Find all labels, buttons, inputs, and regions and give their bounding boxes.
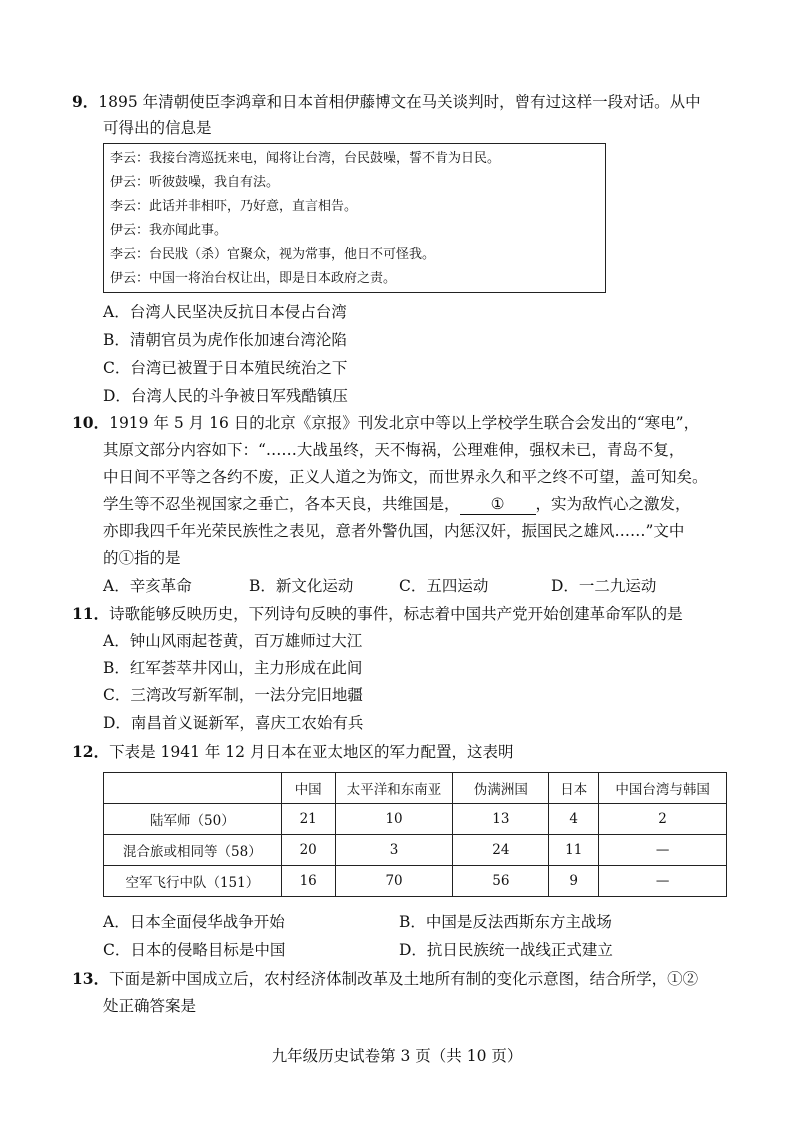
q10-option-c[interactable]: C．五四运动 bbox=[399, 577, 489, 595]
q12-option-d[interactable]: D．抗日民族统一战线正式建立 bbox=[399, 941, 613, 959]
q9-dialog-line: 伊云：中国一将治台权让出，即是日本政府之责。 bbox=[110, 271, 397, 286]
q12-option-c[interactable]: C．日本的侵略目标是中国 bbox=[103, 941, 286, 959]
table-cell: 13 bbox=[453, 804, 549, 835]
q11-number: 11． bbox=[72, 604, 110, 623]
q13-text: 下面是新中国成立后，农村经济体制改革及土地所有制的变化示意图，结合所学，①② bbox=[109, 970, 699, 988]
q10-option-a[interactable]: A．辛亥革命 bbox=[103, 577, 192, 595]
q12-stem-line bbox=[72, 742, 513, 762]
q10-line2: 其原文部分内容如下：“……大战虽终，天不悔祸，公理难伸，强权未已，青岛不复， bbox=[103, 441, 685, 459]
q9-stem-text: 1895 年清朝使臣李鸿章和日本首相伊藤博文在马关谈判时，曾有过这样一段对话。从中 bbox=[98, 93, 701, 111]
q11-stem: 诗歌能够反映历史，下列诗句反映的事件，标志着中国共产党开始创建革命军队的是 bbox=[109, 605, 683, 623]
table-cell: 10 bbox=[335, 804, 453, 835]
table-cell: 20 bbox=[281, 835, 335, 866]
q10-line4-b: ，实为敌忾心之激发， bbox=[535, 495, 691, 513]
q10-line3: 中日间不平等之各约不废，正义人道之为饰文，而世界永久和平之终不可望，盖可知矣。 bbox=[103, 468, 708, 486]
table-cell: 陆军师（50） bbox=[104, 804, 282, 835]
table-cell: 混合旅或相同等（58） bbox=[104, 835, 282, 866]
table-cell: — bbox=[599, 835, 727, 866]
page-footer: 九年级历史试卷第 3 页（共 10 页） bbox=[271, 1047, 523, 1065]
q10-text: 1919 年 5 月 16 日的北京《京报》刊发北京中等以上学校学生联合会发出的“寒电”， bbox=[109, 414, 700, 432]
q10-line6: 的①指的是 bbox=[103, 549, 181, 567]
table-cell: 4 bbox=[549, 804, 599, 835]
table-header bbox=[104, 773, 282, 804]
q9-dialog-line: 李云：我接台湾巡抚来电，闻将让台湾，台民鼓噪，誓不肯为日民。 bbox=[110, 151, 501, 166]
table-header: 日本 bbox=[549, 773, 599, 804]
q9-dialog-line: 伊云：我亦闻此事。 bbox=[110, 223, 228, 238]
q9-option-b[interactable]: B．清朝官员为虎作伥加速台湾沦陷 bbox=[103, 331, 347, 349]
table-cell: 21 bbox=[281, 804, 335, 835]
q9-dialog-box bbox=[103, 143, 606, 293]
q10-number: 10． bbox=[72, 413, 110, 432]
q12-force-table bbox=[103, 772, 727, 897]
table-cell: 2 bbox=[599, 804, 727, 835]
q11-option-d[interactable]: D．南昌首义诞新军，喜庆工农始有兵 bbox=[103, 714, 364, 732]
q9-stem-line2: 可得出的信息是 bbox=[103, 119, 212, 137]
q11-option-b[interactable]: B．红军荟萃井冈山，主力形成在此间 bbox=[103, 659, 363, 677]
q12-number: 12． bbox=[72, 742, 110, 761]
table-header: 中国 bbox=[281, 773, 335, 804]
q9-option-d[interactable]: D．台湾人民的斗争被日军残酷镇压 bbox=[103, 387, 348, 405]
table-cell: 空军飞行中队（151） bbox=[104, 866, 282, 897]
table-header: 伪满洲国 bbox=[453, 773, 549, 804]
q13-line1 bbox=[72, 969, 698, 989]
q10-line5: 亦即我四千年光荣民族性之表见，意者外警仇国，内惩汉奸，振国民之雄风……”文中 bbox=[103, 522, 685, 540]
q10-line4 bbox=[103, 494, 691, 515]
q12-option-a[interactable]: A．日本全面侵华战争开始 bbox=[103, 913, 285, 931]
q10-line1 bbox=[72, 413, 699, 433]
q9-dialog-line: 伊云：听彼鼓噪，我自有法。 bbox=[110, 175, 280, 190]
table-cell: 56 bbox=[453, 866, 549, 897]
q9-dialog-line: 李云：此话并非相吓，乃好意，直言相告。 bbox=[110, 199, 358, 214]
table-row bbox=[104, 866, 727, 897]
q9-option-a[interactable]: A．台湾人民坚决反抗日本侵占台湾 bbox=[103, 303, 347, 321]
table-cell: 16 bbox=[281, 866, 335, 897]
q12-stem: 下表是 1941 年 12 月日本在亚太地区的军力配置，这表明 bbox=[109, 743, 514, 761]
q11-stem-line bbox=[72, 604, 683, 624]
q13-number: 13． bbox=[72, 969, 110, 988]
q13-line2: 处正确答案是 bbox=[103, 997, 197, 1015]
table-cell: 70 bbox=[335, 866, 453, 897]
table-header: 太平洋和东南亚 bbox=[335, 773, 453, 804]
table-row bbox=[104, 804, 727, 835]
table-cell: 3 bbox=[335, 835, 453, 866]
table-cell: 24 bbox=[453, 835, 549, 866]
q9-stem-line1 bbox=[72, 92, 701, 112]
q9-dialog-line: 李云：台民戕（杀）官聚众，视为常事，他日不可怪我。 bbox=[110, 247, 436, 262]
q10-option-b[interactable]: B．新文化运动 bbox=[249, 577, 354, 595]
table-row bbox=[104, 835, 727, 866]
q12-option-b[interactable]: B．中国是反法西斯东方主战场 bbox=[399, 913, 612, 931]
table-header-row bbox=[104, 773, 727, 804]
q9-number: 9． bbox=[72, 92, 99, 111]
q9-option-c[interactable]: C．台湾已被置于日本殖民统治之下 bbox=[103, 359, 348, 377]
table-cell: 11 bbox=[549, 835, 599, 866]
table-header: 中国台湾与韩国 bbox=[599, 773, 727, 804]
q11-option-c[interactable]: C．三湾改写新军制，一法分完旧地疆 bbox=[103, 686, 363, 704]
q10-line4-a: 学生等不忍坐视国家之垂亡，各本天良，共维国是， bbox=[103, 495, 460, 513]
table-cell: — bbox=[599, 866, 727, 897]
q11-option-a[interactable]: A．钟山风雨起苍黄，百万雄师过大江 bbox=[103, 632, 363, 650]
q10-option-d[interactable]: D．一二九运动 bbox=[551, 577, 657, 595]
q10-blank: ① bbox=[460, 494, 536, 515]
table-cell: 9 bbox=[549, 866, 599, 897]
